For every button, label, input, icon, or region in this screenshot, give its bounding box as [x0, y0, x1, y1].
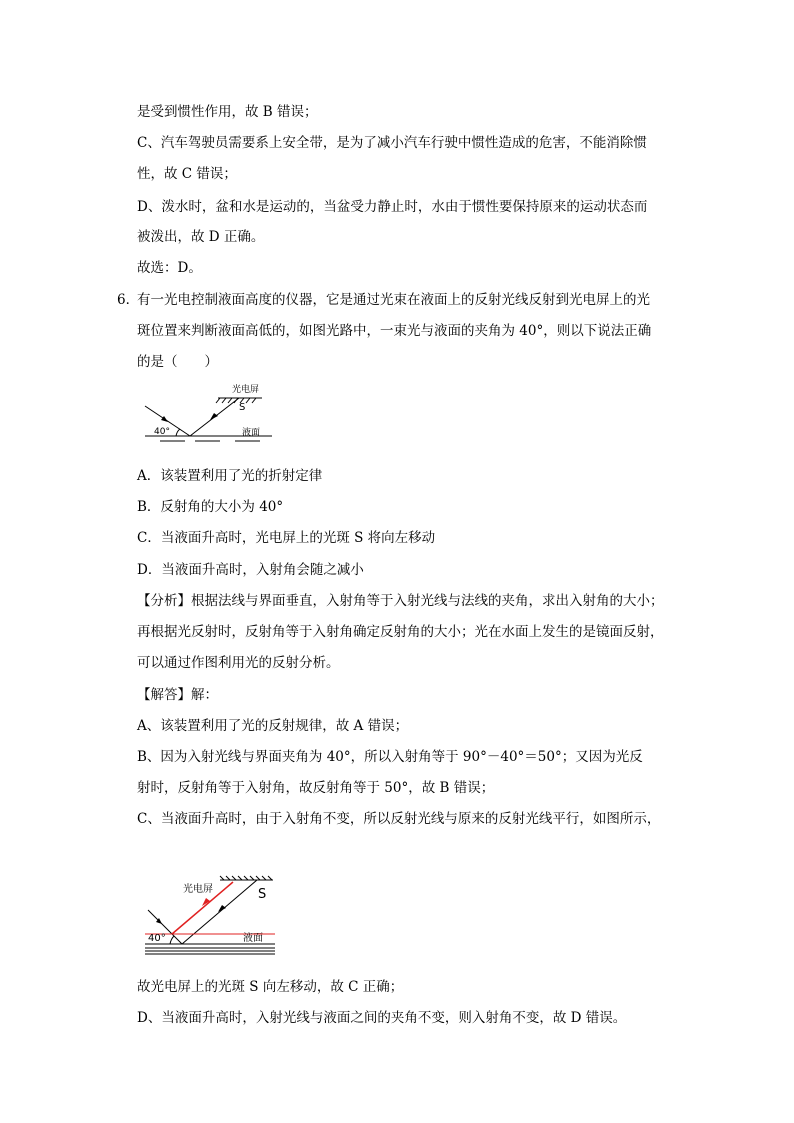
answer-text: C、当液面升高时，由于入射角不变，所以反射光线与原来的反射光线平行，如图所示，	[137, 811, 661, 827]
answer-text: D、当液面升高时，入射光线与液面之间的夹角不变，则入射角不变，故 D 错误。	[137, 1010, 627, 1026]
question-stem: 的是（ ）	[137, 354, 218, 370]
text-line: C、汽车驾驶员需要系上安全带，是为了减小汽车行驶中惯性造成的危害，不能消除惯	[137, 135, 647, 151]
answer-heading: 【解答】解：	[137, 687, 218, 703]
spot-label: S	[258, 887, 267, 902]
optics-diagram-1	[140, 380, 280, 445]
text-line: 性，故 C 错误；	[137, 166, 237, 182]
screen-label: 光电屏	[232, 385, 260, 395]
question-number: 6．	[117, 292, 140, 308]
option-a: A．该装置利用了光的折射定律	[137, 468, 323, 484]
analysis-text: 【分析】根据法线与界面垂直，入射角等于入射光线与法线的夹角，求出入射角的大小；	[137, 593, 664, 609]
surface-label: 液面	[243, 933, 263, 944]
analysis-text: 可以通过作图利用光的反射分析。	[137, 655, 340, 671]
answer-text: B、因为入射光线与界面夹角为 40°，所以入射角等于 90°－40°＝50°；又因为光反	[137, 749, 643, 765]
text-line: 是受到惯性作用，故 B 错误；	[137, 104, 318, 120]
surface-label: 液面	[242, 428, 261, 438]
analysis-text: 再根据光反射时，反射角等于入射角确定反射角的大小；光在水面上发生的是镜面反射，	[137, 624, 664, 640]
text-line: D、泼水时，盆和水是运动的，当盆受力静止时，水由于惯性要保持原来的运动状态而	[137, 199, 648, 215]
screen-label: 光电屏	[183, 884, 213, 895]
question-stem: 斑位置来判断液面高低的，如图光路中，一束光与液面的夹角为 40°，则以下说法正确	[137, 323, 652, 339]
option-d: D．当液面升高时，入射角会随之减小	[137, 562, 364, 578]
spot-label: S	[239, 402, 246, 413]
option-b: B．反射角的大小为 40°	[137, 499, 284, 515]
text-line: 被泼出，故 D 正确。	[137, 229, 265, 245]
option-c: C．当液面升高时，光电屏上的光斑 S 将向左移动	[137, 530, 436, 546]
answer-text: 射时，反射角等于入射角，故反射角等于 50°，故 B 错误；	[137, 780, 495, 796]
answer-text: A、该装置利用了光的反射规律，故 A 错误；	[137, 718, 409, 734]
question-stem: 有一光电控制液面高度的仪器，它是通过光束在液面上的反射光线反射到光电屏上的光	[137, 292, 650, 308]
answer-text: 故光电屏上的光斑 S 向左移动，故 C 正确；	[137, 979, 404, 995]
optics-diagram-2	[140, 870, 285, 960]
angle-label: 40°	[148, 933, 166, 944]
angle-label: 40°	[154, 427, 170, 437]
text-line: 故选：D。	[137, 260, 202, 276]
